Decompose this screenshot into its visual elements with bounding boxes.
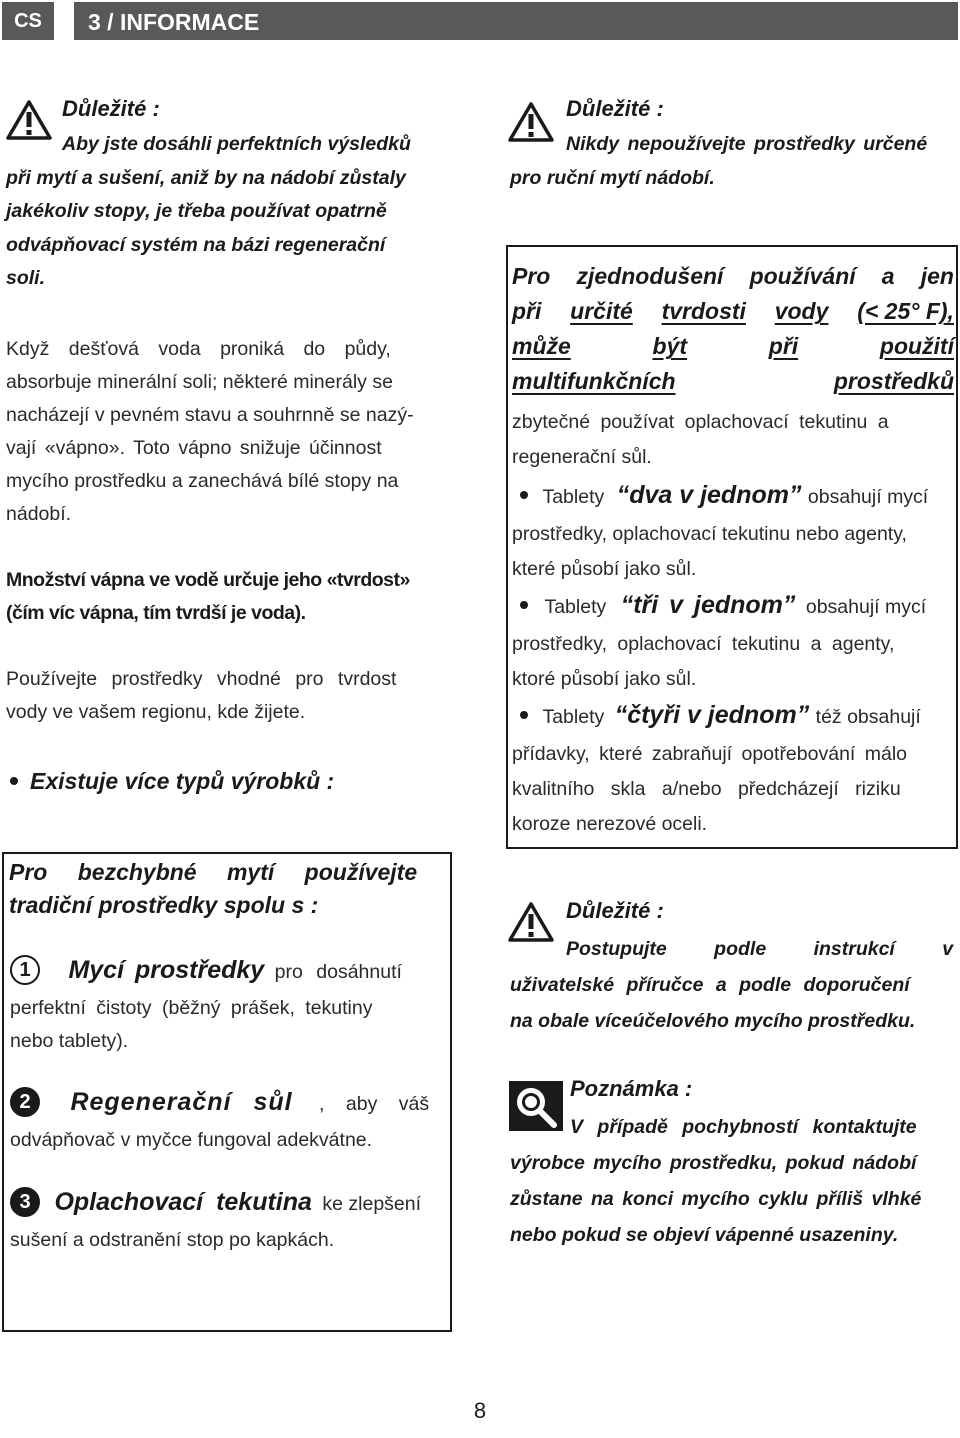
- text-line: pro ruční mytí nádobí.: [510, 166, 715, 189]
- text-line: Aby jste dosáhli perfektních výsledků: [62, 133, 411, 155]
- text-line: nacházejí v pevném stavu a souhrnně se nazý-: [6, 404, 414, 426]
- item-title: Oplachovací tekutina: [54, 1188, 312, 1216]
- bullet-dot-icon: [520, 491, 528, 499]
- lead-word: při: [512, 298, 542, 324]
- item-rinse: [10, 1184, 448, 1257]
- text-line: vody ve vašem regionu, kde žijete.: [6, 701, 306, 723]
- text-line: sušení a odstranění stop po kapkách.: [10, 1229, 335, 1251]
- lead-word: používání: [749, 263, 856, 289]
- box-title: [9, 856, 447, 922]
- lead-word: může: [512, 333, 571, 359]
- bullet-pre: Tablety: [542, 706, 605, 728]
- bullet-dot-icon: [520, 601, 528, 609]
- important-heading-3: Důležité :: [566, 898, 664, 923]
- important-heading-2: Důležité :: [566, 96, 664, 121]
- bullet-dot-icon: [520, 711, 528, 719]
- important-heading-1: Důležité :: [62, 96, 160, 121]
- text-line: nebo pokud se objeví vápenné usazeniny.: [510, 1224, 899, 1246]
- text-line: koroze nerezové oceli.: [512, 813, 708, 835]
- bullet-item: [512, 477, 954, 517]
- text-line: mycího prostředku a zanechává bílé stopy na: [6, 470, 399, 492]
- important-text-3: [510, 931, 956, 1039]
- multifunction-box: [506, 245, 958, 849]
- box-title-line: tradiční prostředky spolu s :: [9, 892, 319, 918]
- number-3-icon: 3: [10, 1187, 40, 1217]
- text-line: perfektní čistoty (běžný prášek, tekutiny: [10, 997, 373, 1019]
- lead-word: multifunkčních: [512, 368, 676, 394]
- text-line: zůstane na konci mycího cyklu příliš vlhké: [510, 1188, 922, 1210]
- text-line: vají «vápno». Toto vápno snižuje účinnost: [6, 437, 382, 459]
- text-line: uživatelské příručce a podle doporučení: [510, 974, 910, 996]
- item-rest: ke zlepšení: [322, 1193, 422, 1215]
- section-title: 3 / INFORMACE: [74, 2, 958, 40]
- number-1-icon: 1: [10, 955, 40, 985]
- text-line: jakékoliv stopy, je třeba používat opatrně: [6, 200, 387, 222]
- types-heading: [10, 768, 334, 795]
- text-line: nebo tablety).: [10, 1030, 129, 1052]
- item-salt: [10, 1084, 448, 1157]
- text-line: (čím víc vápna, tím tvrdší je voda).: [6, 602, 306, 624]
- lead-word: zjednodušení: [576, 263, 724, 289]
- lead-word: tvrdosti: [661, 298, 746, 324]
- note-text: [510, 1109, 956, 1253]
- lead-line: [512, 294, 954, 329]
- products-box: [2, 852, 452, 1332]
- bullet-item: [512, 587, 954, 627]
- text-line: na obale víceúčelového mycího prostředku.: [510, 1010, 916, 1032]
- language-tab: CS: [2, 2, 54, 40]
- box-title-line: [9, 856, 447, 889]
- text-line: které působí jako sůl.: [512, 558, 697, 580]
- lead-line: [512, 364, 954, 399]
- bullet-dot-icon: [10, 777, 18, 785]
- text-line: Postupujte podle instrukcí v: [566, 938, 954, 960]
- text-line: zbytečné používat oplachovací tekutinu a: [512, 411, 889, 433]
- important-text-1: [6, 128, 452, 296]
- text-line: kvalitního skla a/nebo předcházejí riziku: [512, 778, 901, 800]
- bullet-name: “tři v jednom”: [620, 591, 796, 619]
- text-line: Nikdy nepoužívejte prostředky určené: [566, 133, 928, 155]
- types-heading-text: Existuje více typů výrobků :: [30, 768, 335, 794]
- text-line: prostředky, oplachovací tekutinu nebo agenty,: [512, 523, 907, 545]
- paragraph-hardness: [6, 564, 452, 630]
- bullet-post: obsahují mycí: [805, 596, 927, 618]
- note-heading: Poznámka :: [570, 1076, 693, 1101]
- box-lead: [512, 259, 954, 399]
- text-line: Množství vápna ve vodě určuje jeho «tvrdost»: [6, 569, 410, 591]
- lead-word: jen: [920, 263, 954, 289]
- text-line: absorbuje minerální soli; některé minerály se: [6, 371, 393, 393]
- lead-word: použití: [879, 333, 954, 359]
- lead-word: vody: [774, 298, 829, 324]
- lead-line: [512, 329, 954, 364]
- lead-word: (< 25° F),: [857, 298, 954, 324]
- page-number: 8: [473, 1398, 487, 1423]
- bullet-item: [512, 697, 954, 737]
- lead-line: [512, 259, 954, 294]
- text-line: odvápňovač v myčce fungoval adekvátne.: [10, 1129, 373, 1151]
- item-title: Regenerační sůl: [70, 1088, 293, 1116]
- text-line: soli.: [6, 267, 46, 289]
- lead-word: určité: [570, 298, 633, 324]
- bullet-post: též obsahují: [815, 706, 921, 728]
- paragraph-lime: [6, 333, 452, 531]
- paragraph-use: [6, 663, 452, 729]
- lead-word: při: [768, 333, 799, 359]
- text-line: výrobce mycího prostředku, pokud nádobí: [510, 1152, 917, 1174]
- bullet-name: “dva v jednom”: [616, 481, 802, 509]
- text-line: regenerační sůl.: [512, 446, 652, 468]
- text-line: Když dešťová voda proniká do půdy,: [6, 338, 391, 360]
- lead-word: být: [652, 333, 688, 359]
- number-2-icon: 2: [10, 1087, 40, 1117]
- text-line: nádobí.: [6, 503, 72, 525]
- text-line: V případě pochybností kontaktujte: [570, 1116, 917, 1138]
- box-text: [512, 405, 954, 842]
- lead-word: prostředků: [833, 368, 954, 394]
- lead-word: Pro: [512, 263, 551, 289]
- text-line: prostředky, oplachovací tekutinu a agenty,: [512, 633, 895, 655]
- text-line: odvápňovací systém na bázi regenerační: [6, 233, 386, 256]
- item-rest: pro dosáhnutí: [274, 961, 402, 983]
- bullet-pre: Tablety: [544, 596, 607, 618]
- item-rest: , aby váš: [319, 1093, 430, 1115]
- bullet-name: “čtyři v jednom”: [614, 701, 810, 729]
- important-text-2: [510, 128, 956, 195]
- box-title-text: Pro bezchybné mytí používejte: [9, 859, 418, 885]
- text-line: ktoré působí jako sůl.: [512, 668, 697, 690]
- lead-word: a: [881, 263, 895, 289]
- bullet-post: obsahují mycí: [807, 486, 929, 508]
- text-line: Používejte prostředky vhodné pro tvrdost: [6, 668, 397, 690]
- text-line: při mytí a sušení, aniž by na nádobí zůstaly: [6, 166, 406, 189]
- item-detergent: [10, 952, 448, 1058]
- bullet-pre: Tablety: [542, 486, 605, 508]
- item-title: Mycí prostředky: [68, 956, 265, 984]
- text-line: přídavky, které zabraňují opotřebování málo: [512, 743, 908, 765]
